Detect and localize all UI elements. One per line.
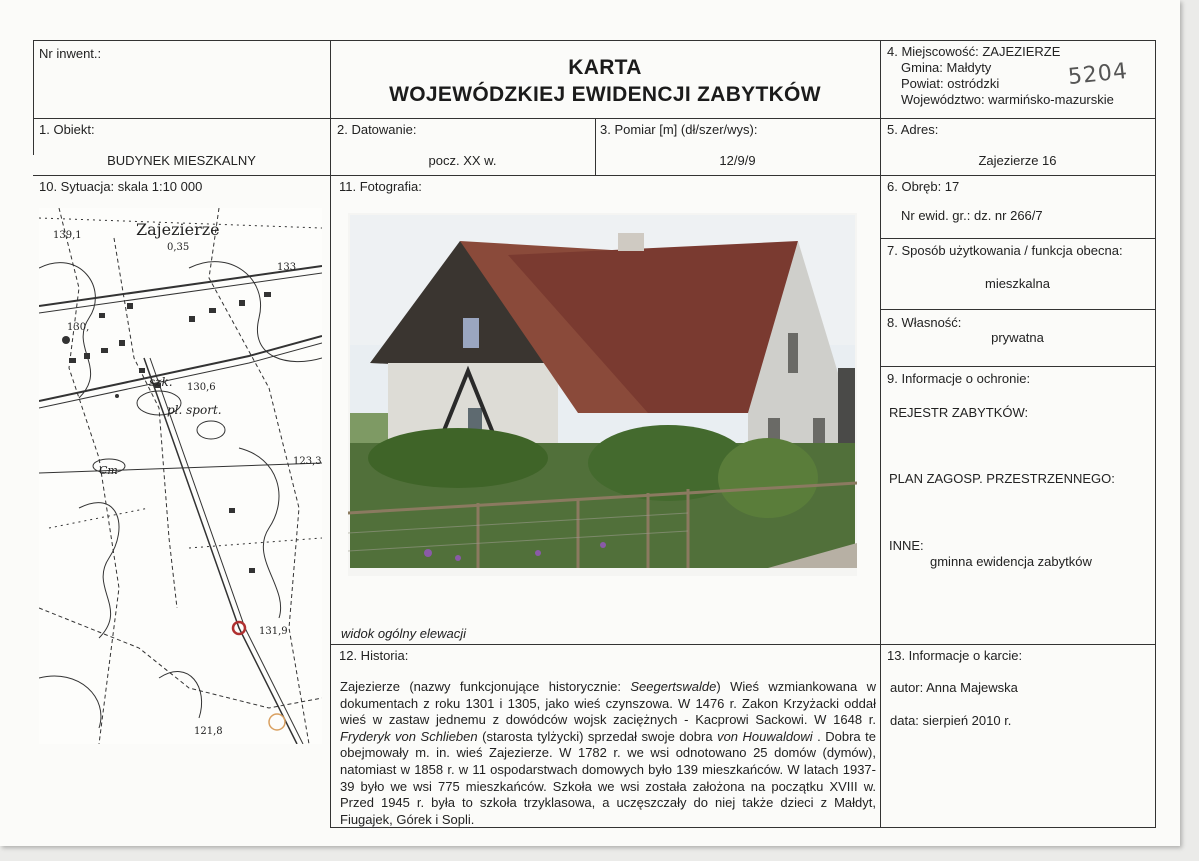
other-value: gminna ewidencja zabytków [930,554,1092,569]
history-text: Zajezierze (nazwy funkcjonujące historycznie: Seegertswalde) Wieś wzmiankowana w dokumentach z roku 1301 i 1305, jako wieś czynszowa. W 1476 r. Zakon Krzyżacki oddał wieś w zastaw jednemu z dowódców wojsk zaciężnych - Kacprowi Sackowi. W 1648 r. Fryderyk von Schlieben (starosta tylżycki) sprzedał swoje dobra von Houwaldowi . Dobra te obejmowały m. in. wieś Zajezierze. W 1782 r. we wsi odnotowano 25 domów (dymów), natomiast w 1858 r. w 11 ospodarstwach domowych było 139 mieszkańców. W latach 1937-39 było we wsi 775 mieszkańców. Szkoła we wsi została założona na początku XVIII w. Przed 1945 r. była to szkoła trzyklasowa, a uczęszczały do niej także dzieci z Małdyt, Fiugajek, Górek i Sopli. [340,679,876,827]
situation-label: 10. Sytuacja: skala 1:10 000 [39,179,203,194]
precinct-label: 6. Obręb: 17 [887,179,960,194]
grid-line [330,644,1156,645]
map-label: pl. sport. [167,403,222,417]
protection-label: 9. Informacje o ochronie: [887,371,1031,386]
photo-label: 11. Fotografia: [339,179,422,194]
history-label: 12. Historia: [339,648,409,663]
other-label: INNE: [889,538,924,553]
register-label: REJESTR ZABYTKÓW: [889,405,1029,420]
map-label: 121,8 [194,726,223,737]
address-value: Zajezierze 16 [978,153,1057,168]
voivodeship: Województwo: warmińsko-mazurskie [901,92,1114,107]
ownership-label: 8. Własność: [887,315,962,330]
object-value: BUDYNEK MIESZKALNY [107,153,256,168]
card-date: data: sierpień 2010 r. [890,713,1012,728]
map-label: Cm [99,464,118,477]
map-label: 123,3 [293,456,322,467]
card-title-line1: KARTA [568,56,642,79]
photo-caption: widok ogólny elewacji [341,626,467,641]
map-village-label: Zajezierze [136,220,220,239]
handwritten-number: 5204 [1066,58,1130,91]
situation-map [39,208,322,744]
plot-label: Nr ewid. gr.: dz. nr 266/7 [901,208,1043,223]
map-label: 139,1 [53,230,82,241]
map-label: 131,9 [259,626,288,637]
grid-line [880,238,1156,239]
card-title-line2: WOJEWÓDZKIEJ EWIDENCJI ZABYTKÓW [389,83,821,106]
map-label: 130,6 [187,382,216,393]
inventory-label: Nr inwent.: [39,46,102,61]
map-label: 130, [67,322,90,333]
card-info-label: 13. Informacje o karcie: [887,648,1023,663]
dating-label: 2. Datowanie: [337,122,417,137]
powiat: Powiat: ostródzki [901,76,1000,91]
dating-value: pocz. XX w. [428,153,497,168]
grid-line [1155,40,1156,828]
gmina: Gmina: Małdyty [901,60,992,75]
ownership-value: prywatna [991,330,1044,345]
building-photo [348,213,857,576]
usage-label: 7. Sposób użytkowania / funkcja obecna: [887,243,1123,258]
grid-line [880,309,1156,310]
usage-value: mieszkalna [984,276,1051,291]
measure-value: 12/9/9 [719,153,756,168]
measure-label: 3. Pomiar [m] (dł/szer/wys): [600,122,758,137]
map-label: 133 [277,262,297,273]
card-author: autor: Anna Majewska [890,680,1018,695]
address-label: 5. Adres: [887,122,939,137]
object-label: 1. Obiekt: [39,122,95,137]
grid-line [880,366,1156,367]
locality: 4. Miejscowość: ZAJEZIERZE [887,44,1061,59]
plan-label: PLAN ZAGOSP. PRZESTRZENNEGO: [889,471,1115,486]
grid-line [880,827,1156,828]
grid-line [33,40,34,155]
map-label: szk. [149,375,173,389]
grid-line [33,40,1156,41]
map-label: 0,35 [167,242,190,253]
